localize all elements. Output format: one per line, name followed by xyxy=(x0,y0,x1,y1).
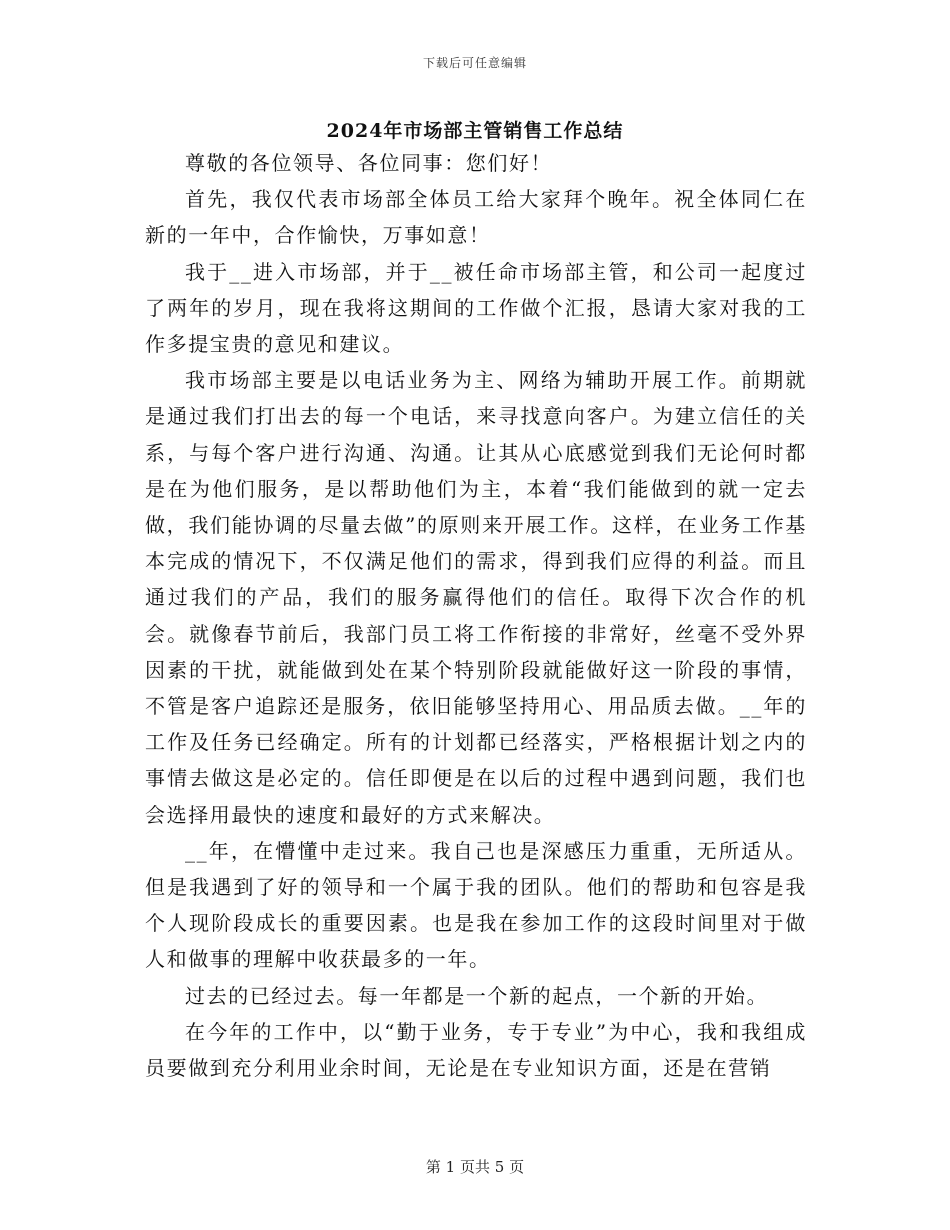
paragraph-greeting: 尊敬的各位领导、各位同事：您们好！ xyxy=(185,151,553,175)
page-footer: 第 1 页共 5 页 xyxy=(425,1158,525,1176)
paragraph-new-year-wishes: 首先，我仅代表市场部全体员工给大家拜个晚年。祝全体同仁在新的一年中，合作愉快，万事如意！ xyxy=(145,187,807,248)
paragraph-new-start: 过去的已经过去。每一年都是一个新的起点，一个新的开始。 xyxy=(185,983,769,1008)
paragraph-this-year-plan: 在今年的工作中，以“勤于业务，专于专业”为中心，我和我组成员要做到充分利用业余时间，无论是在专业知识方面，还是在营销 xyxy=(145,1019,807,1081)
paragraph-personal-growth: __年，在懵懂中走过来。我自己也是深感压力重重，无所适从。但是我遇到了好的领导和一个属于我的团队。他们的帮助和包容是我个人现阶段成长的重要因素。也是我在参加工作的这段时间里对于做人和做事的理解中收获最多的一年。 xyxy=(145,838,807,972)
document-title: 2024年市场部主管销售工作总结 xyxy=(326,120,624,142)
paragraph-introduction: 我于__进入市场部，并于__被任命市场部主管，和公司一起度过了两年的岁月，现在我将这期间的工作做个汇报，恳请大家对我的工作多提宝贵的意见和建议。 xyxy=(145,259,807,357)
document-body xyxy=(145,145,807,1086)
header-note: 下载后可任意编辑 xyxy=(422,56,527,70)
paragraph-department-work: 我市场部主要是以电话业务为主、网络为辅助开展工作。前期就是通过我们打出去的每一个电话，来寻找意向客户。为建立信任的关系，与每个客户进行沟通、沟通。让其从心底感觉到我们无论何时都是在为他们服务，是以帮助他们为主，本着“我们能做到的就一定去做，我们能协调的尽量去做”的原则来开展工作。这样，在业务工作基本完成的情况下，不仅满足他们的需求，得到我们应得的利益。而且通过我们的产品，我们的服务赢得他们的信任。取得下次合作的机会。就像春节前后，我部门员工将工作衔接的非常好，丝毫不受外界因素的干扰，就能做到处在某个特别阶段就能做好这一阶段的事情，不管是客户追踪还是服务，依旧能够坚持用心、用品质去做。__年的工作及任务已经确定。所有的计划都已经落实，严格根据计划之内的事情去做这是必定的。信任即便是在以后的过程中遇到问题，我们也会选择用最快的速度和最好的方式来解决。 xyxy=(145,368,807,827)
